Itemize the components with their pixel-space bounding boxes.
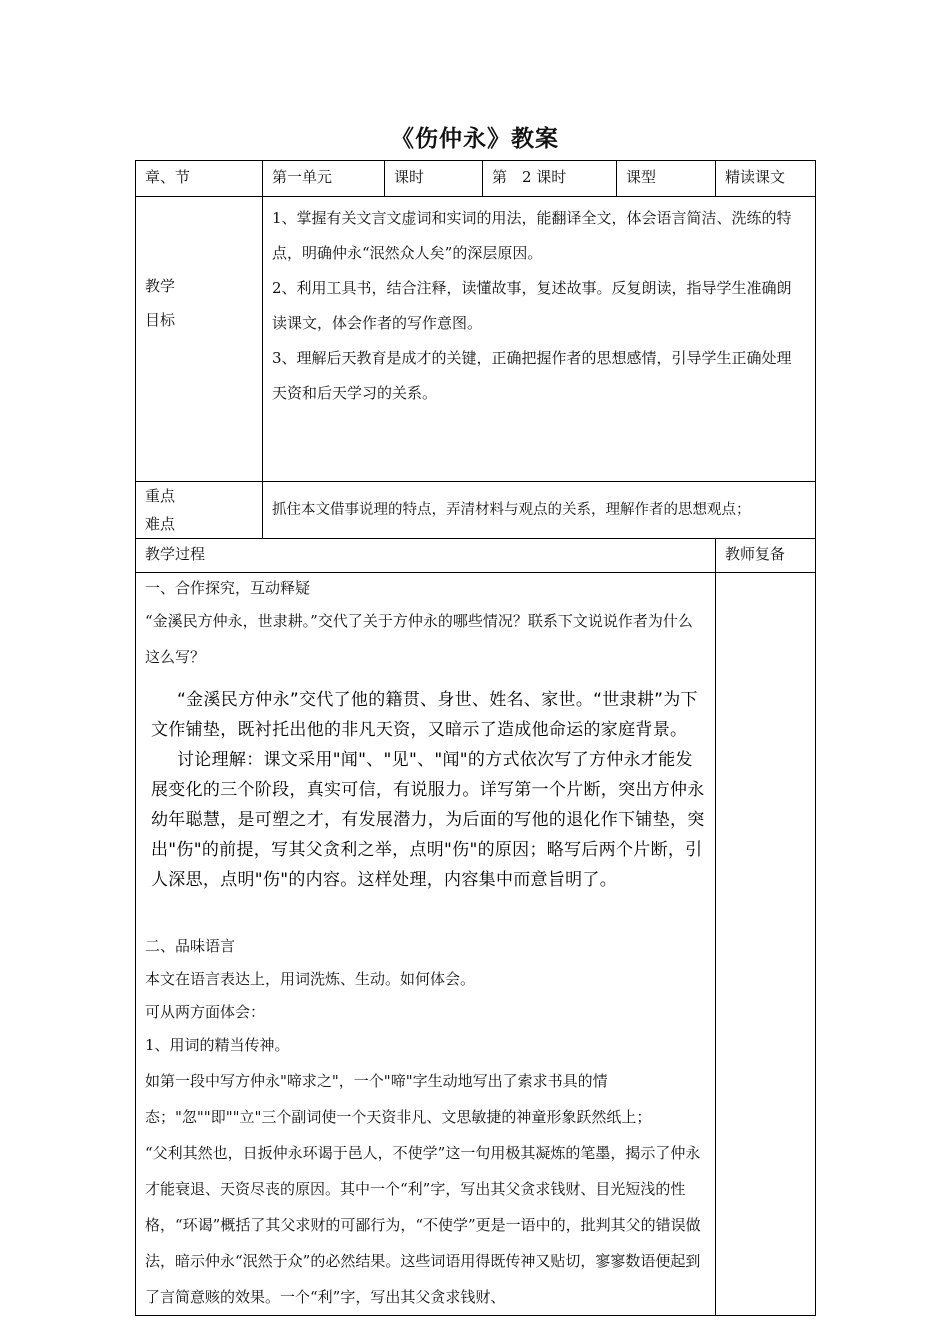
lesson-label: 课时: [385, 161, 483, 197]
paragraph-3: 1、用词的精当传神。: [145, 1036, 290, 1054]
paragraph-1: 本文在语言表达上，用词洗炼、生动。如何体会。: [145, 970, 476, 988]
paragraph-5: “父利其然也，日扳仲永环谒于邑人，不使学”这一句用极其凝炼的笔墨，揭示了仲永才能衰退、天资尽丧的原因。其中一个“利”字，写出其父贪求钱财、目光短浅的性格，“环谒”概括了其父求财的可鄙行为，“不使学”更是一语中的，批判其父的错误做法，暗示仲永“泯然于众”的必然结果。这些词语用得既传神又贴切，寥寥数语便起到了言简意赅的效果。一个“利”字，写出其父贪求钱财、: [145, 1144, 701, 1306]
teacher-notes-cell: [716, 573, 816, 1316]
goals-label-line2: 目标: [145, 311, 176, 329]
key-points-label: [136, 482, 263, 539]
goals-row: [136, 197, 816, 482]
key-points-row: [136, 482, 816, 539]
scanned-answer-2: [151, 745, 706, 895]
document-title: 《伤仲永》教案: [391, 126, 559, 152]
scanned-answer-1-text: “金溪民方仲永”交代了他的籍贯、身世、姓名、家世。“世隶耕”为下文作铺垫，既衬托出他的非凡天资，又暗示了造成他命运的家庭背景。: [151, 690, 698, 740]
section1-title: 一、合作探究，互动释疑: [145, 579, 311, 597]
goals-label: [136, 197, 263, 482]
key-points-content: 抓住本文借事说理的特点，弄清材料与观点的关系，理解作者的思想观点；: [263, 482, 816, 539]
key-label-line1: 重点: [145, 487, 176, 505]
goal-item-3: 3、理解后天教育是成才的关键，正确把握作者的思想感情，引导学生正确处理天资和后天学习的关系。: [272, 349, 792, 402]
lesson-plan-table: [135, 160, 816, 1316]
goals-content: [263, 197, 816, 482]
scanned-answer-1: [151, 685, 706, 745]
chapter-value: 第一单元: [263, 161, 385, 197]
teacher-notes-label: 教师复备: [716, 539, 816, 573]
scanned-answer-2-text: 讨论理解：课文采用"闻"、"见"、"闻"的方式依次写了方仲永才能发展变化的三个阶段，真实可信，有说服力。详写第一个片断，突出方仲永幼年聪慧，是可塑之才，有发展潜力，为后面的写他的退化作下铺垫，突出"伤"的前提，写其父贪利之举，点明"伤"的原因；略写后两个片断，引人深思，点明"伤"的内容。这样处理，内容集中而意旨明了。: [151, 750, 705, 890]
process-content: [136, 573, 716, 1316]
type-label: 课型: [617, 161, 716, 197]
question-1: “金溪民方仲永，世隶耕。”交代了关于方仲永的哪些情况？联系下文说说作者为什么这么写？: [145, 612, 693, 666]
process-header-row: [136, 539, 816, 573]
chapter-label: 章、节: [136, 161, 263, 197]
paragraph-2: 可从两方面体会：: [145, 1003, 266, 1021]
process-label: 教学过程: [136, 539, 716, 573]
key-label-line2: 难点: [145, 515, 176, 533]
header-row: [136, 161, 816, 197]
goal-item-1: 1、掌握有关文言文虚词和实词的用法，能翻译全文，体会语言简洁、洗练的特点，明确仲永“泯然众人矣”的深层原因。: [272, 209, 792, 262]
paragraph-4: 如第一段中写方仲永"啼求之"，一个"啼"字生动地写出了索求书具的情态；"忽""即""立"三个副词使一个天资非凡、文思敏捷的神童形象跃然纸上；: [145, 1072, 652, 1126]
type-value: 精读课文: [716, 161, 816, 197]
process-body-row: [136, 573, 816, 1316]
section2-title: 二、品味语言: [145, 937, 236, 955]
lesson-value: 第 2 课时: [483, 161, 617, 197]
goal-item-2: 2、利用工具书，结合注释，读懂故事，复述故事。反复朗读，指导学生准确朗读课文，体会作者的写作意图。: [272, 279, 792, 332]
goals-label-line1: 教学: [145, 277, 176, 295]
